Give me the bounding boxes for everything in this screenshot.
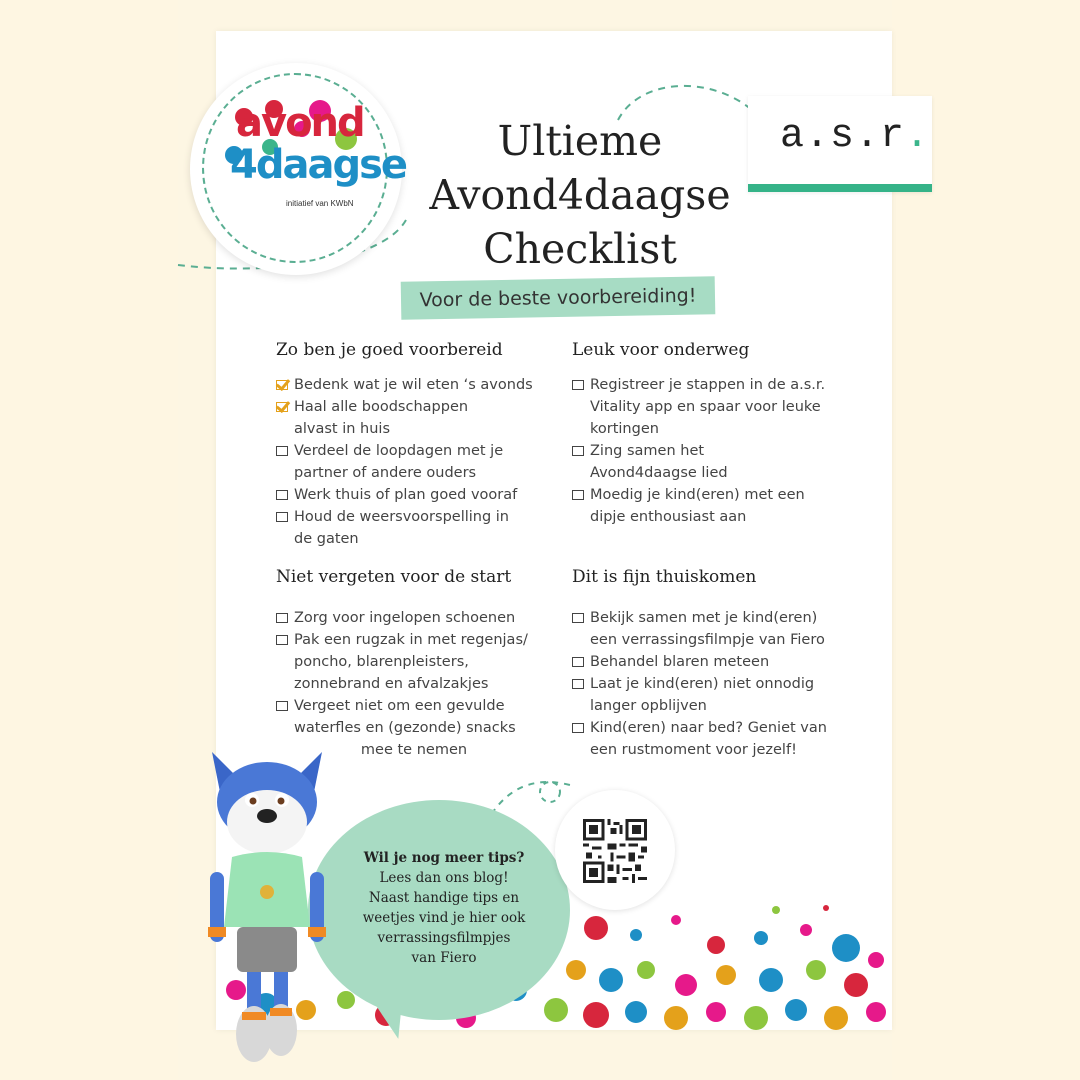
checklist-item[interactable] xyxy=(276,484,566,506)
checklist-item[interactable] xyxy=(572,651,862,673)
checklist-item[interactable] xyxy=(572,484,862,528)
logo-tagline: initiatief van KWbN xyxy=(286,199,354,208)
item-text: Bedenk wat je wil eten ‘s avonds xyxy=(294,377,533,393)
title-line-2: Avond4daagse xyxy=(429,171,731,219)
checkbox-icon[interactable] xyxy=(572,446,584,456)
checklist-item[interactable] xyxy=(276,396,566,440)
checkbox-icon[interactable] xyxy=(572,723,584,733)
qr-code-icon[interactable] xyxy=(583,819,647,883)
checkbox-icon[interactable] xyxy=(276,446,288,456)
item-text: Zorg voor ingelopen schoenen xyxy=(294,610,516,626)
avond4daagse-logo xyxy=(190,63,407,275)
item-text: Houd de weersvoorspelling in de gaten xyxy=(294,509,510,547)
checkbox-checked-icon[interactable] xyxy=(276,380,288,390)
title-line-3: Checklist xyxy=(483,225,677,273)
logo-word-4daagse: 4daagse xyxy=(230,142,407,188)
item-text: Verdeel de loopdagen met je partner of andere ouders xyxy=(294,443,504,481)
checklist-item[interactable] xyxy=(572,607,862,651)
checkbox-icon[interactable] xyxy=(572,657,584,667)
checklist-item[interactable] xyxy=(276,629,566,695)
item-text: Haal alle boodschappen alvast in huis xyxy=(294,399,469,437)
blog-text-line: weetjes vind je hier ook xyxy=(362,910,526,926)
section-heading: Zo ben je goed voorbereid xyxy=(276,340,503,360)
blog-text-line: Naast handige tips en xyxy=(368,890,520,906)
section-voorbereid xyxy=(276,340,566,550)
section-onderweg xyxy=(572,340,862,528)
checkbox-icon[interactable] xyxy=(572,380,584,390)
blog-text-line: verrassingsfilmpjes xyxy=(377,930,511,946)
item-text: Moedig je kind(eren) met een dipje enthousiast aan xyxy=(590,487,805,525)
checklist-item[interactable] xyxy=(572,717,862,761)
section-thuiskomen xyxy=(572,567,862,761)
blog-heading: Wil je nog meer tips? xyxy=(363,850,525,866)
checklist-item[interactable] xyxy=(276,506,566,550)
asr-accent-bar xyxy=(748,184,932,192)
blog-promo-text xyxy=(326,848,562,968)
section-heading: Dit is fijn thuiskomen xyxy=(572,567,757,587)
subtitle-banner xyxy=(401,276,716,319)
section-heading: Niet vergeten voor de start xyxy=(276,567,512,587)
checklist-item[interactable] xyxy=(572,440,862,484)
checkbox-checked-icon[interactable] xyxy=(276,402,288,412)
item-text-tail: mee te nemen xyxy=(360,742,468,758)
title-line-1: Ultieme xyxy=(497,117,663,165)
item-text: Bekijk samen met je kind(eren) een verrassingsfilmpje van Fiero xyxy=(590,610,825,648)
checkbox-icon[interactable] xyxy=(276,490,288,500)
subtitle-text: Voor de beste voorbereiding! xyxy=(419,284,697,312)
item-text: Zing samen het Avond4daagse lied xyxy=(590,443,728,481)
item-text: Werk thuis of plan goed vooraf xyxy=(294,487,518,503)
checkbox-icon[interactable] xyxy=(276,613,288,623)
checkbox-icon[interactable] xyxy=(572,490,584,500)
page-title xyxy=(390,114,770,276)
section-heading: Leuk voor onderweg xyxy=(572,340,750,360)
blog-link[interactable]: Lees dan ons blog! xyxy=(379,870,509,886)
checkbox-icon[interactable] xyxy=(276,635,288,645)
asr-wordmark: a.s.r. xyxy=(780,114,931,159)
checkbox-icon[interactable] xyxy=(572,613,584,623)
checklist-item[interactable] xyxy=(276,607,566,629)
item-text: Pak een rugzak in met regenjas/ poncho, blarenpleisters, zonnebrand en afvalzakjes xyxy=(294,632,528,692)
checkbox-icon[interactable] xyxy=(276,512,288,522)
checkbox-icon[interactable] xyxy=(572,679,584,689)
item-text: Laat je kind(eren) niet onnodig langer opblijven xyxy=(590,676,815,714)
checklist-item[interactable] xyxy=(572,673,862,717)
checklist-item[interactable] xyxy=(572,374,862,440)
fiero-mascot-illustration xyxy=(192,742,342,1072)
logo-word-avond: avond xyxy=(236,100,364,146)
item-text: Kind(eren) naar bed? Geniet van een rustmoment voor jezelf! xyxy=(590,720,827,758)
section-start xyxy=(276,567,566,761)
checklist-item[interactable] xyxy=(276,374,566,396)
blog-text-line: van Fiero xyxy=(411,950,477,966)
item-text: Behandel blaren meteen xyxy=(590,654,770,670)
item-text: Vergeet niet om een gevulde waterfles en (gezonde) snacks xyxy=(294,698,516,736)
checkbox-icon[interactable] xyxy=(276,701,288,711)
background-left xyxy=(0,0,178,1080)
asr-sponsor-logo xyxy=(748,96,932,192)
checklist-item[interactable] xyxy=(276,440,566,484)
item-text: Registreer je stappen in de a.s.r. Vitality app en spaar voor leuke kortingen xyxy=(590,377,826,437)
